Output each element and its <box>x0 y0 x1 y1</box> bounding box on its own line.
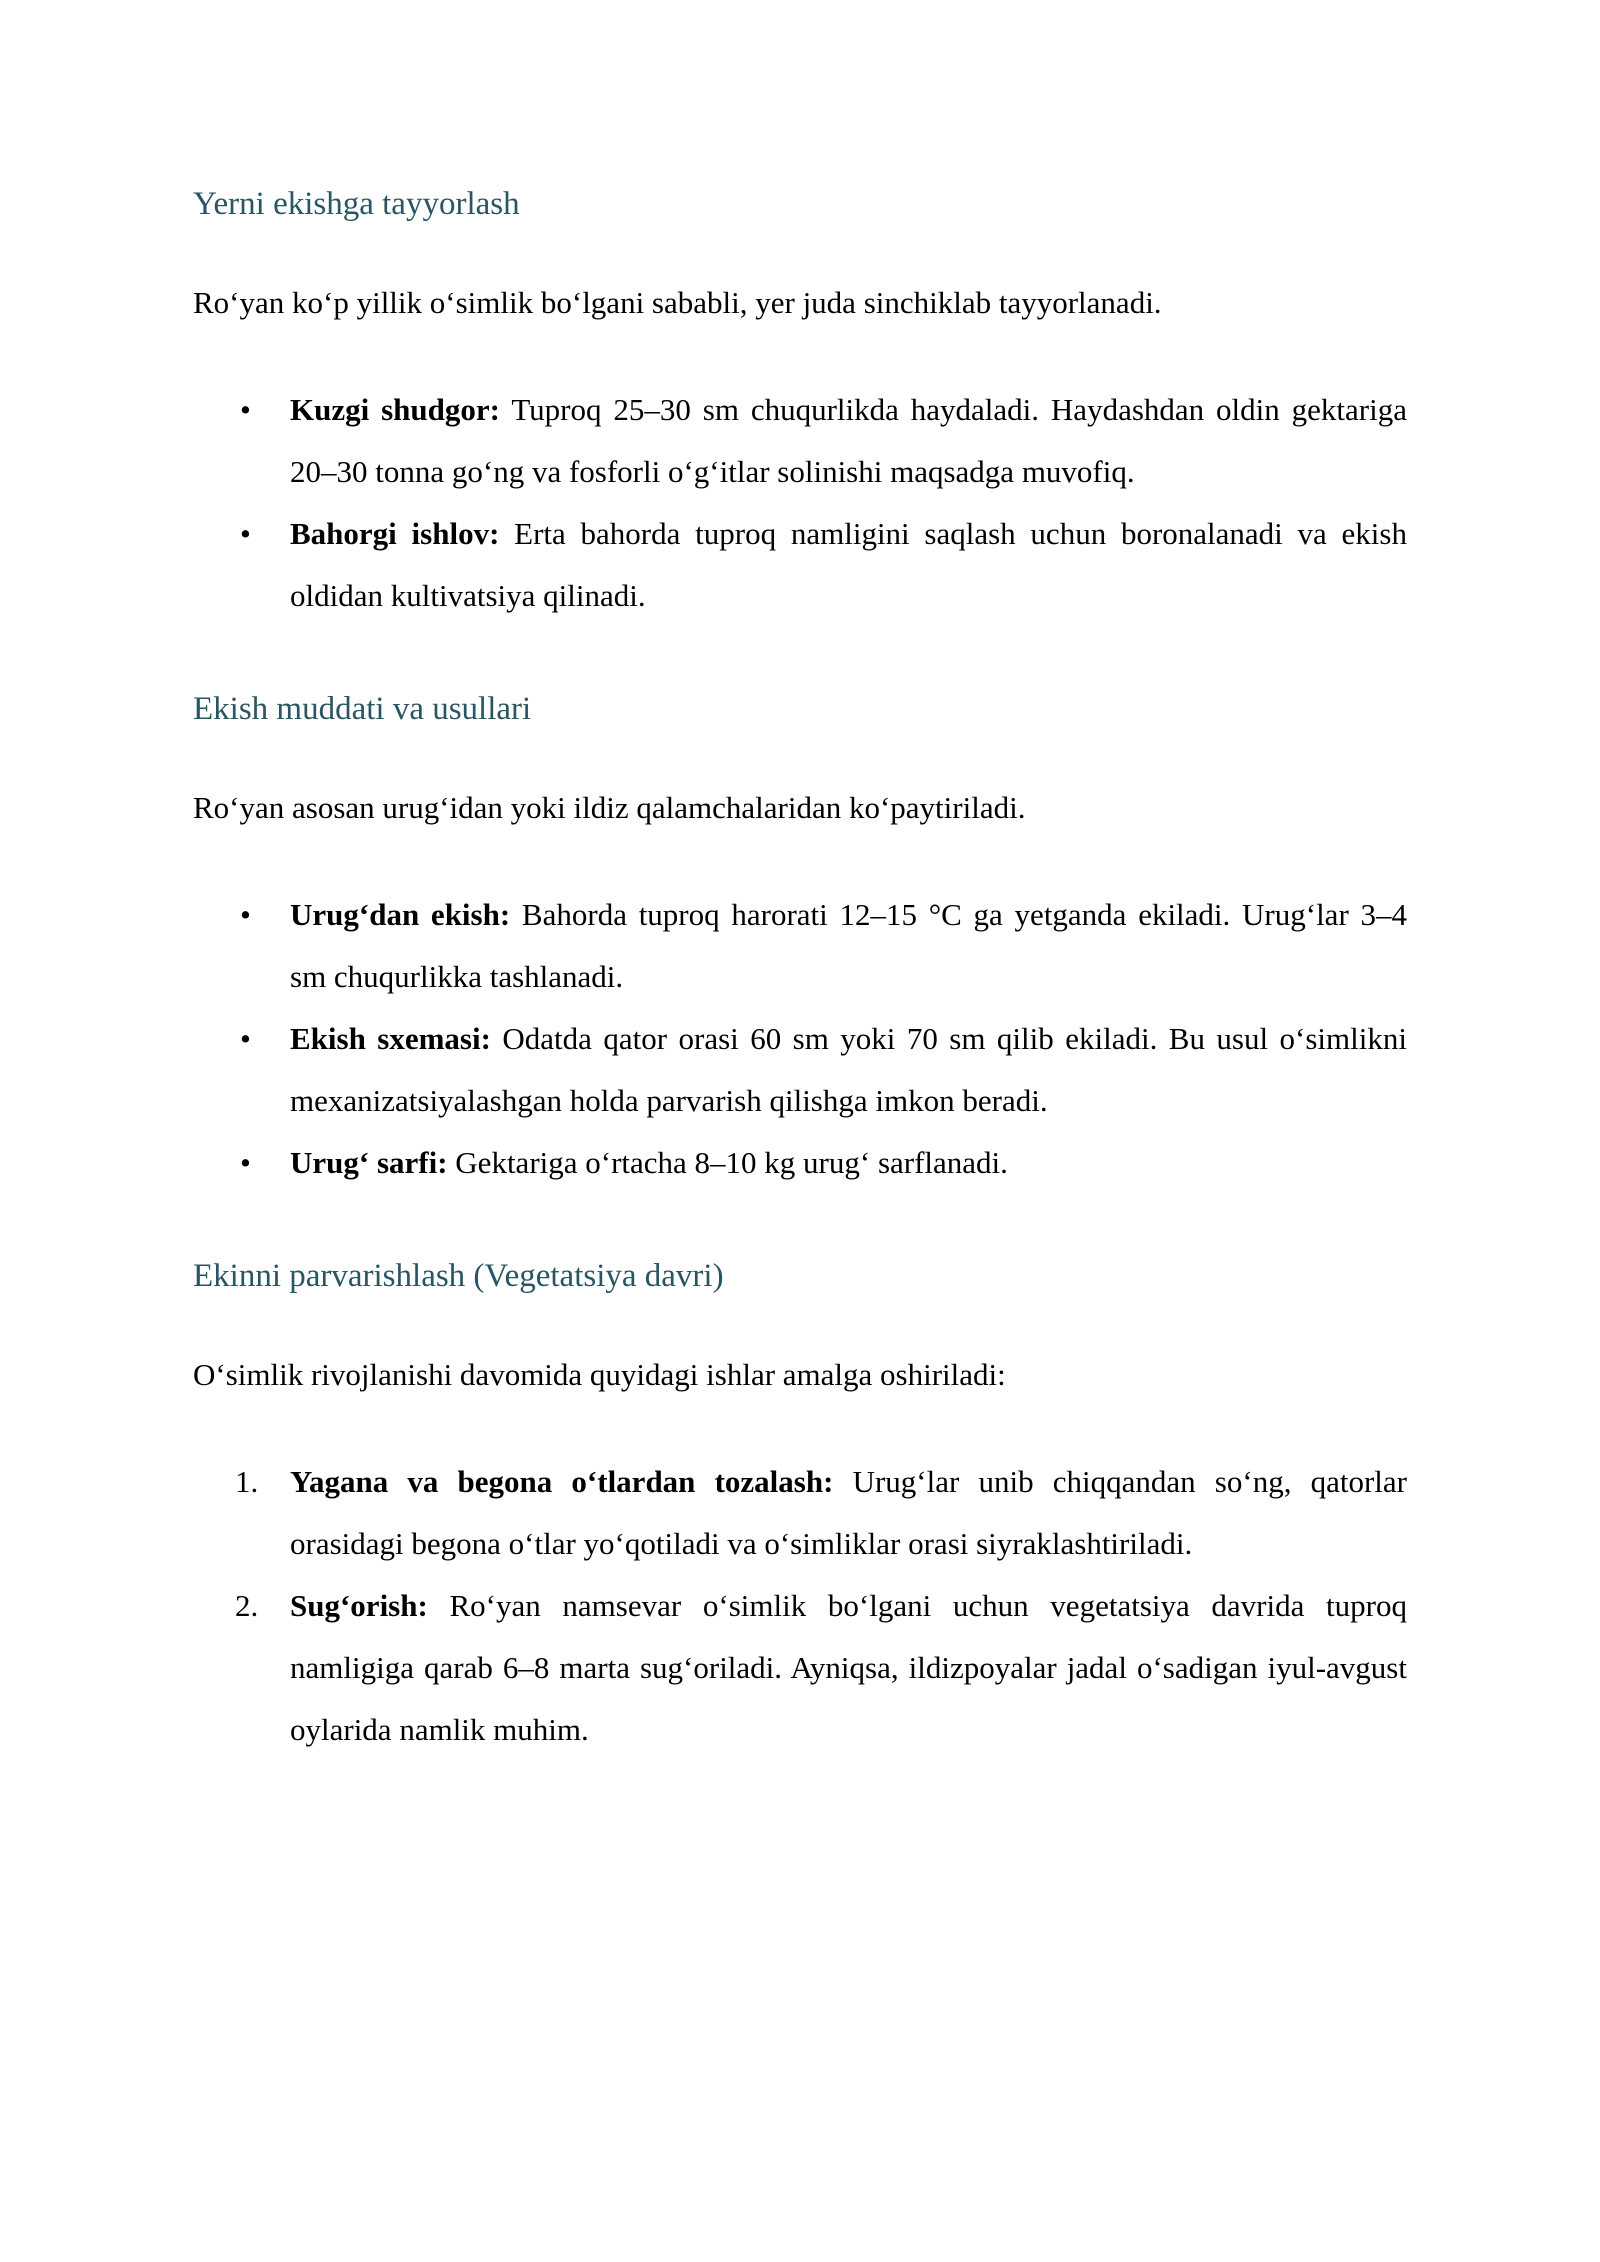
list-item-text: Urugʻlar unib chiqqandan soʻng, qatorlar orasidagi begona oʻtlar yoʻqotiladi va oʻsimliklar orasi siyraklashtiriladi. <box>290 1464 1407 1561</box>
list-item-lead: Yagana va begona oʻtlardan tozalash: <box>290 1464 834 1499</box>
list-item-text: Odatda qator orasi 60 sm yoki 70 sm qilib ekiladi. Bu usul oʻsimlikni mexanizatsiyalashgan holda parvarish qilishga imkon beradi. <box>290 1021 1407 1118</box>
list-item <box>240 379 1407 503</box>
document-content <box>193 0 1407 1806</box>
list-item-text: Roʻyan namsevar oʻsimlik boʻlgani uchun vegetatsiya davrida tuproq namligiga qarab 6–8 marta sugʻoriladi. Ayniqsa, ildizpoyalar jadal oʻsadigan iyul-avgust oylarida namlik muhim. <box>290 1588 1407 1747</box>
list-item-lead: Ekish sxemasi: <box>290 1021 491 1056</box>
bullet-list-soil-preparation <box>193 379 1407 627</box>
bullet-icon: • <box>240 897 251 932</box>
numbered-list-vegetation-care <box>193 1451 1407 1761</box>
section-intro-paragraph: Roʻyan asosan urugʻidan yoki ildiz qalamchalaridan koʻpaytiriladi. <box>193 790 1026 825</box>
list-item <box>240 1008 1407 1132</box>
list-item-lead: Urugʻdan ekish: <box>290 897 511 932</box>
bullet-icon: • <box>240 516 251 551</box>
list-item <box>240 1132 1407 1194</box>
list-item-text: Tuproq 25–30 sm chuqurlikda haydaladi. Haydashdan oldin gektariga 20–30 tonna goʻng va fosforli oʻgʻitlar solinishi maqsadga muvofiq. <box>290 392 1407 489</box>
list-item-lead: Bahorgi ishlov: <box>290 516 500 551</box>
list-item-text: Bahorda tuproq harorati 12–15 °C ga yetganda ekiladi. Urugʻlar 3–4 sm chuqurlikka tashlanadi. <box>290 897 1408 994</box>
section-heading-yerni-ekishga-tayyorlash: Yerni ekishga tayyorlash <box>193 186 520 222</box>
list-item <box>235 1575 1407 1761</box>
list-item-lead: Sugʻorish: <box>290 1588 428 1623</box>
list-number: 2. <box>235 1588 259 1623</box>
list-item-text: Erta bahorda tuproq namligini saqlash uchun boronalanadi va ekish oldidan kultivatsiya qilinadi. <box>290 516 1407 613</box>
section-heading-ekish-muddati-va-usullari: Ekish muddati va usullari <box>193 691 532 727</box>
section-intro-paragraph: Roʻyan koʻp yillik oʻsimlik boʻlgani sababli, yer juda sinchiklab tayyorlanadi. <box>193 285 1162 320</box>
bullet-icon: • <box>240 392 251 427</box>
bullet-icon: • <box>240 1145 251 1180</box>
list-item-lead: Urugʻ sarfi: <box>290 1145 448 1180</box>
section-heading-ekinni-parvarishlash: Ekinni parvarishlash (Vegetatsiya davri) <box>193 1258 724 1294</box>
bullet-icon: • <box>240 1021 251 1056</box>
list-item-text: Gektariga oʻrtacha 8–10 kg urugʻ sarflanadi. <box>447 1145 1008 1180</box>
section-intro-paragraph: Oʻsimlik rivojlanishi davomida quyidagi ishlar amalga oshiriladi: <box>193 1357 1006 1392</box>
list-item <box>240 503 1407 627</box>
list-item <box>240 884 1408 1008</box>
list-item-lead: Kuzgi shudgor: <box>290 392 500 427</box>
list-item <box>235 1451 1407 1575</box>
list-number: 1. <box>235 1464 259 1499</box>
bullet-list-sowing-methods <box>193 884 1407 1194</box>
